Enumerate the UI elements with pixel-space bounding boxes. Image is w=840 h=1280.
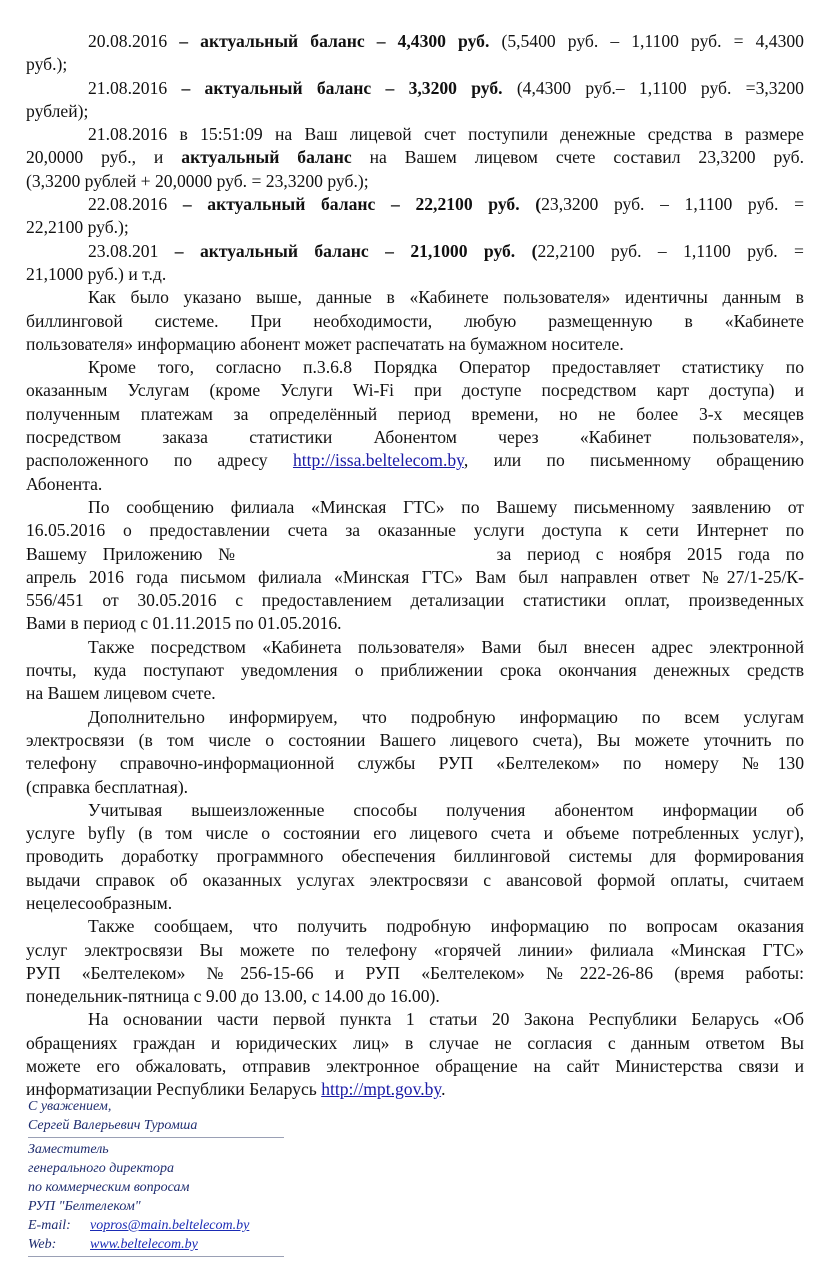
signature-block: [28, 1097, 288, 1259]
text-line: [26, 729, 804, 752]
bold-text: – актуальный баланс – 4,4300 руб.: [179, 31, 490, 51]
web-label: Web:: [28, 1237, 57, 1252]
text: телефону справочно-информационной службы РУП «Белтелеком» по номеру №130: [26, 753, 804, 774]
text-line: [26, 869, 804, 892]
text-line: [26, 543, 804, 566]
text: Абонента.: [26, 473, 103, 494]
text: расположенного по адресу: [26, 450, 293, 471]
text: 20,0000 руб., и: [26, 147, 182, 168]
divider: [28, 1256, 284, 1257]
text-line: [26, 892, 804, 915]
text: услуг электросвязи Вы можете по телефону «горячей линии» филиала «Минская ГТС»: [26, 939, 804, 960]
text-line: [26, 356, 804, 379]
text-line: [26, 100, 804, 123]
signer-title-line: Заместитель: [28, 1142, 109, 1157]
text: Кроме того, согласно п.3.6.8 Порядка Оператор предоставляет статистику по: [88, 357, 804, 378]
text-line: [26, 1008, 804, 1031]
text: 556/451 от 30.05.2016 с предоставлением детализации статистики оплат, произведенных: [26, 590, 804, 611]
text: обращениях граждан и юридических лиц» в случае не согласия с данным ответом Вы: [26, 1032, 804, 1053]
text-line: [26, 170, 804, 193]
signer-title-line: РУП "Белтелеком": [28, 1199, 141, 1214]
text-line: [26, 519, 804, 542]
text: на Вашем лицевом счете.: [26, 683, 216, 704]
text: Учитывая вышеизложенные способы получения абонентом информации об: [88, 799, 804, 820]
text: Также посредством «Кабинета пользователя» Вами был внесен адрес электронной: [88, 636, 804, 657]
text-line: [26, 1055, 804, 1078]
text: (справка бесплатная).: [26, 776, 189, 797]
web-link[interactable]: www.beltelecom.by: [90, 1237, 198, 1252]
text-line: [26, 1032, 804, 1055]
text: посредством заказа статистики Абонентом через «Кабинет пользователя»,: [26, 427, 804, 448]
text: 22.08.2016: [88, 194, 183, 215]
text-line: [26, 310, 804, 333]
text-line: [26, 706, 804, 729]
text-line: [26, 985, 804, 1008]
text-line: [26, 333, 804, 356]
text-line: [26, 379, 804, 402]
email-row: [28, 1216, 288, 1235]
text: можете его обжаловать, отправив электронное обращение на сайт Министерства связи и: [26, 1056, 804, 1077]
text-line: [26, 403, 804, 426]
text: 16.05.2016 о предоставлении счета за оказанные услуги доступа к сети Интернет по: [26, 520, 804, 541]
text-line: [26, 146, 804, 169]
text: информатизации Республики Беларусь: [26, 1079, 322, 1100]
text: Вашему Приложению №: [26, 543, 247, 564]
text-line: [26, 845, 804, 868]
bold-text: актуальный баланс: [181, 147, 352, 168]
text: (4,4300 руб.– 1,1100 руб. =3,3200: [502, 77, 804, 98]
text-line: [26, 776, 804, 799]
text: понедельник-пятница с 9.00 до 13.00, с 14.00 до 16.00).: [26, 986, 440, 1007]
text: руб.);: [26, 54, 68, 75]
bold-text: – актуальный баланс – 3,3200 руб.: [181, 77, 503, 98]
text-line: [26, 496, 804, 519]
text: за период с ноября 2015 года по: [496, 543, 804, 564]
text-line: [26, 240, 804, 263]
text: нецелесообразным.: [26, 892, 173, 913]
text: По сообщению филиала «Минская ГТС» по Вашему письменному заявлению от: [88, 496, 804, 517]
text: электросвязи (в том числе о состоянии Вашего лицевого счета), Вы можете уточнить по: [26, 729, 804, 750]
text: 21.08.2016 в 15:51:09 на Ваш лицевой счет поступили денежные средства в размере: [88, 124, 804, 145]
text-line: [26, 939, 804, 962]
text: рублей);: [26, 100, 89, 121]
text: (3,3200 рублей + 20,0000 руб. = 23,3200 руб.);: [26, 170, 369, 191]
text: 21,1000 руб.) и т.д.: [26, 263, 167, 284]
text: 22,2100 руб.);: [26, 217, 129, 238]
text-line: [26, 426, 804, 449]
text: 23.08.201: [88, 240, 175, 261]
text: на Вашем лицевом счете составил 23,3200 руб.: [351, 147, 805, 168]
bold-text: – актуальный баланс – 22,2100 руб. (: [182, 194, 542, 215]
web-row: [28, 1235, 288, 1254]
text: Вами в период с 01.11.2015 по 01.05.2016.: [26, 613, 342, 634]
divider: [28, 1137, 284, 1138]
text-line: [26, 962, 804, 985]
text-line: [26, 473, 804, 496]
closing: С уважением,: [28, 1099, 112, 1114]
text: 22,2100 руб. – 1,1100 руб. =: [537, 240, 804, 261]
text: 23,3200 руб. – 1,1100 руб. =: [541, 194, 804, 215]
email-label: E-mail:: [28, 1218, 71, 1233]
text-line: [26, 449, 804, 472]
text-line: [26, 589, 804, 612]
text: , или по письменному обращению: [463, 450, 804, 471]
text-line: [26, 752, 804, 775]
text: выдачи справок об оказанных услугах электросвязи с авансовой формой оплаты, считаем: [26, 869, 804, 890]
text-line: [26, 566, 804, 589]
text-line: [26, 77, 804, 100]
signer-title-line: генерального директора: [28, 1161, 174, 1176]
text: оказанным Услугам (кроме Услуги Wi-Fi при доступе посредством карт доступа) и: [26, 380, 804, 401]
text-line: [26, 659, 804, 682]
signer-title-line: по коммерческим вопросам: [28, 1180, 190, 1195]
text: 21.08.2016: [88, 77, 182, 98]
text-line: [26, 286, 804, 309]
text: проводить доработку программного обеспечения биллинговой системы для формирования: [26, 846, 804, 867]
hyperlink[interactable]: http://issa.beltelecom.by: [292, 450, 464, 471]
text: На основании части первой пункта 1 статьи 20 Закона Республики Беларусь «Об: [88, 1009, 804, 1030]
text: услуге byfly (в том числе о состоянии его лицевого счета и объеме потребленных услуг),: [26, 823, 804, 844]
email-link[interactable]: vopros@main.beltelecom.by: [90, 1218, 250, 1233]
text: (5,5400 руб. – 1,1100 руб. = 4,4300: [489, 31, 804, 51]
text-line: [26, 53, 804, 76]
text: Как было указано выше, данные в «Кабинете пользователя» идентичны данным в: [88, 287, 804, 308]
text-line: [26, 193, 804, 216]
text-line: [26, 915, 804, 938]
text: апрель 2016 года письмом филиала «Минская ГТС» Вам был направлен ответ №27/1-25/К-: [26, 566, 804, 587]
text-line: [26, 682, 804, 705]
bold-text: – актуальный баланс – 21,1000 руб. (: [174, 240, 538, 261]
text-line: [26, 123, 804, 146]
text-line: [26, 612, 804, 635]
text-line: [26, 636, 804, 659]
text: почты, куда поступают уведомления о приближении срока окончания денежных средств: [26, 660, 804, 681]
text: Дополнительно информируем, что подробную информацию по всем услугам: [88, 706, 804, 727]
hyperlink[interactable]: http://mpt.gov.by: [321, 1079, 442, 1100]
text: 20.08.2016: [88, 31, 180, 51]
text-line: [26, 30, 804, 53]
text-line: [26, 799, 804, 822]
text-line: [26, 822, 804, 845]
text: полученным платежам за определённый период времени, но не более 3-х месяцев: [26, 403, 804, 424]
signer-name: Сергей Валерьевич Туромша: [28, 1118, 198, 1133]
letter-body: [26, 30, 804, 1102]
text-line: [26, 216, 804, 239]
text: .: [441, 1079, 446, 1100]
text: биллинговой системе. При необходимости, любую размещенную в «Кабинете: [26, 310, 804, 331]
text-line: [26, 263, 804, 286]
text: РУП «Белтелеком» №256-15-66 и РУП «Белтелеком» №222-26-86 (время работы:: [26, 962, 804, 983]
text: Также сообщаем, что получить подробную информацию по вопросам оказания: [88, 916, 804, 937]
text: пользователя» информацию абонент может распечатать на бумажном носителе.: [26, 333, 624, 354]
